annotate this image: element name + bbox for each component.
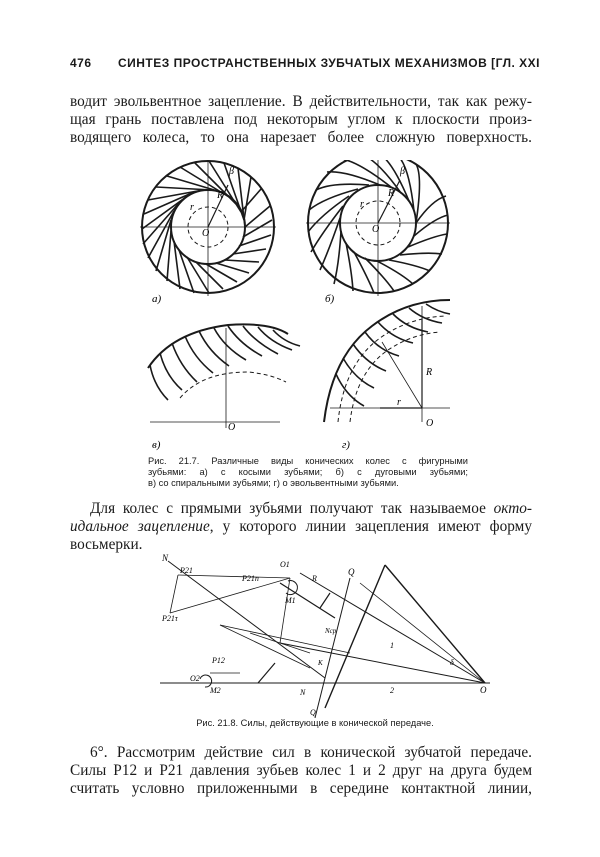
text-run: Для колес с прямыми зубьями получают так называемое — [90, 500, 494, 517]
label-r: r — [190, 202, 194, 213]
label-r-g: r — [397, 397, 401, 408]
label-O-2: O — [480, 685, 487, 695]
label-two: 2 — [390, 686, 394, 695]
label-N: N — [162, 553, 169, 563]
text-run: , у которого линии зацепления имеют форму — [209, 518, 532, 535]
page-header — [70, 56, 540, 76]
fig-label-b: б) — [325, 293, 335, 305]
figure-21-8-caption: Рис. 21.8. Силы, действующие в конической передаче. — [196, 718, 434, 728]
text-line: Силы P12 и P21 давления зубьев колес 1 и 2 друг на друга будем — [70, 762, 532, 779]
label-R-g: R — [426, 367, 433, 378]
wheel-g-drawing — [324, 300, 450, 422]
label-M1: M1 — [285, 596, 296, 605]
label-O-g: O — [426, 418, 434, 429]
label-P21t: P21τ — [162, 614, 178, 623]
figure-21-8 — [150, 553, 490, 718]
label-beta: β — [229, 166, 234, 177]
label-R: R — [217, 190, 224, 201]
text-line: 6°. Рассмотрим действие сил в конической зубчатой передаче. — [90, 744, 532, 761]
label-N2: N — [300, 688, 306, 697]
label-Ncp: Nср — [325, 627, 337, 635]
text-line: восьмерки. — [70, 536, 143, 553]
fig-label-g: г) — [342, 439, 350, 451]
label-O1: O1 — [280, 560, 290, 569]
label-Q2: Q — [310, 708, 316, 717]
caption-line: в) со спиральными зубьями; г) о эвольвентными зубьями. — [148, 478, 399, 488]
fig-label-v: в) — [152, 439, 161, 451]
label-r-b: r — [360, 199, 364, 210]
label-one: 1 — [390, 641, 394, 650]
text-run-italic: идальное зацепление — [70, 518, 210, 535]
running-title: СИНТЕЗ ПРОСТРАНСТВЕННЫХ ЗУБЧАТЫХ МЕХАНИЗМОВ [ГЛ. XXI — [117, 56, 540, 70]
figure-21-7-caption — [148, 456, 468, 489]
label-M2: M2 — [210, 686, 221, 695]
wheel-v-drawing — [148, 324, 300, 428]
text-line — [70, 518, 532, 536]
caption-line: зубьями: а) с косыми зубьями; б) с дуговыми зубьями; — [148, 467, 468, 477]
fig-label-a: a) — [152, 293, 162, 305]
text-line — [70, 500, 532, 518]
text-line: щая грань поставлена под некоторым углом к плоскости произ- — [70, 111, 532, 128]
label-beta-b: β — [400, 166, 405, 177]
label-P21n: P21n — [242, 574, 259, 583]
figure-21-7 — [110, 160, 490, 455]
text-run-italic: окто- — [493, 500, 532, 517]
label-Q: Q — [348, 567, 355, 577]
label-P12: P12 — [212, 656, 225, 665]
paragraph-3 — [70, 744, 532, 798]
label-K: K — [318, 659, 323, 667]
label-delta: δ — [450, 658, 454, 667]
paragraph-2 — [70, 500, 532, 554]
label-O-v: O — [228, 422, 236, 433]
text-line: водящего колеса, то она нарезает более сложную поверхность. — [70, 129, 532, 146]
label-P21: P21 — [180, 566, 193, 575]
label-O2: O2 — [190, 674, 200, 683]
label-O-b: O — [372, 224, 380, 235]
caption-line: Рис. 21.7. Различные виды конических колес с фигурными — [148, 456, 468, 466]
label-O: O — [202, 228, 210, 239]
page-number: 476 — [70, 56, 92, 70]
paragraph-1 — [70, 93, 532, 147]
label-R-2: R — [312, 574, 317, 583]
label-R-b: R — [388, 188, 395, 199]
text-line: считать условно приложенными в середине контактной линии, — [70, 780, 532, 797]
text-line: водит эвольвентное зацепление. В действительности, так как режу- — [70, 93, 532, 110]
